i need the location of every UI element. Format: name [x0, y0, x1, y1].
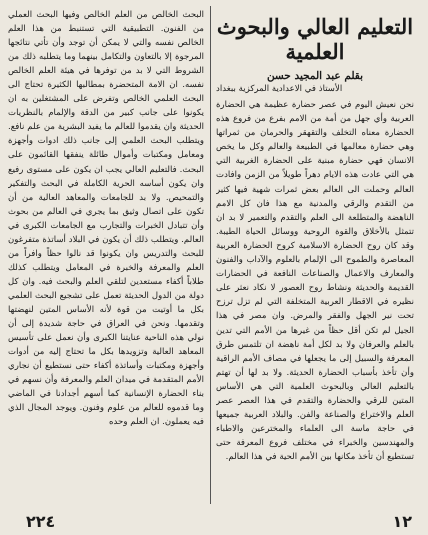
title-line-1: التعليم العالي والبحوث العلمية — [216, 14, 414, 64]
author-affiliation: الأستاذ في الاعدادية المركزية ببغداد — [216, 84, 343, 94]
right-page-body: نحن نعيش اليوم في عصر حضارة عظيمة هي الحضارة العربية وأي جهل من أمة من الامم بفرع من فروع هذه الحضارة معناه التخلف والتقهقر والحرمان من ثمراتها وهي حضارة معالمها في الطبيعة والعالم وكل ما يخص الانسان فهي حضارة مبنية على الحضارة الغربية التي هي التي عادت هذه الايام دهراً طويلاً من الزمن وافادت العالم وحملت الى العالم بعض ثمرات شهية فيها كثير من التقدم والرقي والمدنية مع هذا فان كل الامم الناهضة والمتطلعة الى العلم والتقدم والتعمير لا بد ان تتمثل بالأخلاق والقوة الروحية ووسائل الحياة الطيبة. وقد كان روح الحضارة الاسلامية كروح الحضارة العربية المعاصرة والطموح الى الإلمام بالعلوم والآداب والفنون والمعارف والاعمال والصناعات النافعة في الحضارات القديمة والحديثة ونشاط روح العصور لا نكاد نعثر على نظيره في الاقطار العربية المتخلفة التي لم تزل ترزح تحت نير الجهل والفقر والمرض. وان مصر في هذا الجيل لم تكن أقل حظاً من غيرها من الأمم التي تدين بالعلم والعرفان ولا بد لكل أمة ناهضة ان تلتمس طرق المعرفة والسبيل إلى ما يجعلها في مصاف الأمم الراقية وأن تأخذ بأسباب الحضارة الحديثة. ولا بد لها أن تهتم بالتعليم العالي وبالبحوث العلمية التي هي الأساس المتين للرقي والحضارة والتقدم في هذا العصر عصر العلم والاختراع والصناعة والفن. والبلاد العربية جميعها في حاجة ماسة الى العلماء والمخترعين والاطباء والمهندسين والخبراء في مختلف فروع المعرفة حتى تستطيع أن تأخذ مكانها بين الأمم الحية في هذا العالم. — [216, 100, 414, 463]
left-page-column — [8, 8, 204, 513]
left-page-body: البحث الخالص من العلم الخالص وفيها البحث العملي من الفنون. التطبيقية التي تستنبط من هذا العلم الخالص نفسه والتي لا يمكن أن توجد وأن تأتي نتائجها المرجوة إلا بالتعاون والتكامل بينهما وما يتطلبه ذلك من الشروط التي لا بد من توفرها في هيئة العلم الخالص نفسه. ان الامة المتحضرة بمطالبها الكثيرة تحتاج الى البحث العلمي الخالص وتفرض على المشتغلين به ان يكونوا على جانب كبير من الدقة والإلمام بالنظريات الحديثة وان يقدموا للعالم ما يفيد البشرية من علم نافع. ويتطلب البحث العلمي إلى جانب ذلك ادوات وأجهزة ومعامل ومكتبات وأموال طائلة ينفقها القائمون على البحث. فالتعليم العالي يجب ان يكون على مستوى رفيع وان يكون أساسه الحرية الكاملة في البحث والتفكير والتمحيص. ولا بد للجامعات والمعاهد العالية من أن تكون على اتصال وثيق بما يجري في العالم من بحوث وأن تتبادل الخبرات والتجارب مع الجامعات الكبرى في العالم. ويتطلب ذلك أن يكون في البلاد أساتذة متفرغون للبحث والتدريس وان يكونوا قد نالوا حظاً وافراً من العلم والمعرفة والخبرة في المعامل ويتطلب كذلك طلاباً أكفاء مستعدين لتلقي العلم والبحث فيه. وان كل دولة من الدول الحديثة تعمل على تشجيع البحث العلمي بكل ما أوتيت من قوة لأنه الأساس المتين لنهضتها وتقدمها. ونحن في العراق في حاجة شديدة إلى أن نولي هذه الناحية عنايتنا الكبرى وأن نعمل على تأسيس المعاهد العالية وتزويدها بكل ما تحتاج إليه من أدوات وأجهزة ومكتبات وأساتذة أكفاء حتى نستطيع أن نجاري الأمم المتقدمة في ميدان العلم والمعرفة وأن نسهم في بناء الحضارة الإنسانية كما أسهم أجدادنا في الماضي وما قدموه للعالم من علوم وفنون. ويوجد المجال الذي فيه يعملون. ان العلم وحده — [8, 10, 204, 428]
page-gutter-divider — [210, 6, 211, 504]
article-title — [216, 14, 414, 64]
right-page-column — [216, 8, 414, 513]
left-page-number: ٢٢٤ — [26, 512, 56, 531]
right-page-number: ١٢ — [392, 512, 412, 531]
author-byline: بقلم عبد المجيد حسن — [266, 70, 364, 82]
